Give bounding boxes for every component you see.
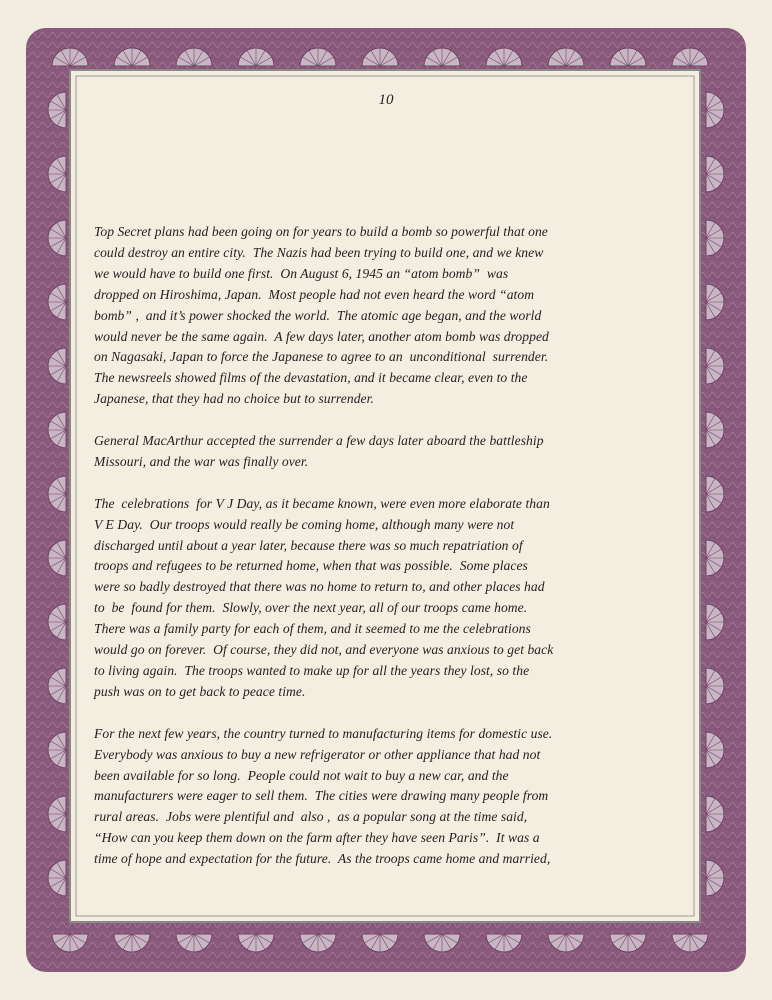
text-line: V E Day. Our troops would really be coming home, although many were not <box>94 516 515 532</box>
text-line: rural areas. Jobs were plentiful and also , as a popular song at the time said, <box>94 809 528 825</box>
text-line: discharged until about a year later, because there was so much repatriation of <box>94 537 523 553</box>
text-line: Japanese, that they had no choice but to surrender. <box>94 391 374 407</box>
text-line: push was on to get back to peace time. <box>94 683 306 699</box>
paragraph <box>94 494 694 703</box>
text-line: Missouri, and the war was finally over. <box>94 453 309 469</box>
text-line: Everybody was anxious to buy a new refrigerator or other appliance that had not <box>94 746 541 762</box>
text-line: we would have to build one first. On August 6, 1945 an “atom bomb” was <box>94 265 509 281</box>
text-line: would go on forever. Of course, they did not, and everyone was anxious to get back <box>94 642 554 658</box>
text-line: would never be the same again. A few days later, another atom bomb was dropped <box>94 328 549 344</box>
text-line: to living again. The troops wanted to make up for all the years they lost, so the <box>94 663 530 678</box>
text-line: Top Secret plans had been going on for years to build a bomb so powerful that one <box>94 224 548 239</box>
text-line: There was a family party for each of them, and it seemed to me the celebrations <box>94 621 531 637</box>
text-line: could destroy an entire city. The Nazis had been trying to build one, and we knew <box>94 244 544 260</box>
text-line: to be found for them. Slowly, over the next year, all of our troops came home. <box>94 600 528 616</box>
text-line: The newsreels showed films of the devastation, and it became clear, even to the <box>94 370 528 386</box>
paragraph <box>94 222 694 410</box>
text-line: been available for so long. People could not wait to buy a new car, and the <box>94 767 509 783</box>
paragraph <box>94 431 694 473</box>
text-line: “How can you keep them down on the farm after they have seen Paris”. It was a <box>94 830 540 846</box>
text-line: time of hope and expectation for the future. As the troops came home and married, <box>94 851 551 867</box>
text-line: General MacArthur accepted the surrender a few days later aboard the battleship <box>94 433 544 449</box>
text-line: The celebrations for V J Day, as it became known, were even more elaborate than <box>94 495 550 511</box>
text-line: troops and refugees to be returned home, when that was possible. Some places <box>94 558 528 574</box>
text-line: on Nagasaki, Japan to force the Japanese to agree to an unconditional surrender. <box>94 349 549 365</box>
text-line: were so badly destroyed that there was no home to return to, and other places had <box>94 579 545 595</box>
page-number: 10 <box>378 92 394 108</box>
paragraph <box>94 724 694 870</box>
text-line: manufacturers were eager to sell them. The cities were drawing many people from <box>94 788 549 804</box>
document-body <box>94 222 694 891</box>
text-line: dropped on Hiroshima, Japan. Most people had not even heard the word “atom <box>94 286 535 302</box>
text-line: bomb” , and it’s power shocked the world. The atomic age began, and the world <box>94 307 542 323</box>
text-line: For the next few years, the country turned to manufacturing items for domestic use. <box>94 725 553 741</box>
